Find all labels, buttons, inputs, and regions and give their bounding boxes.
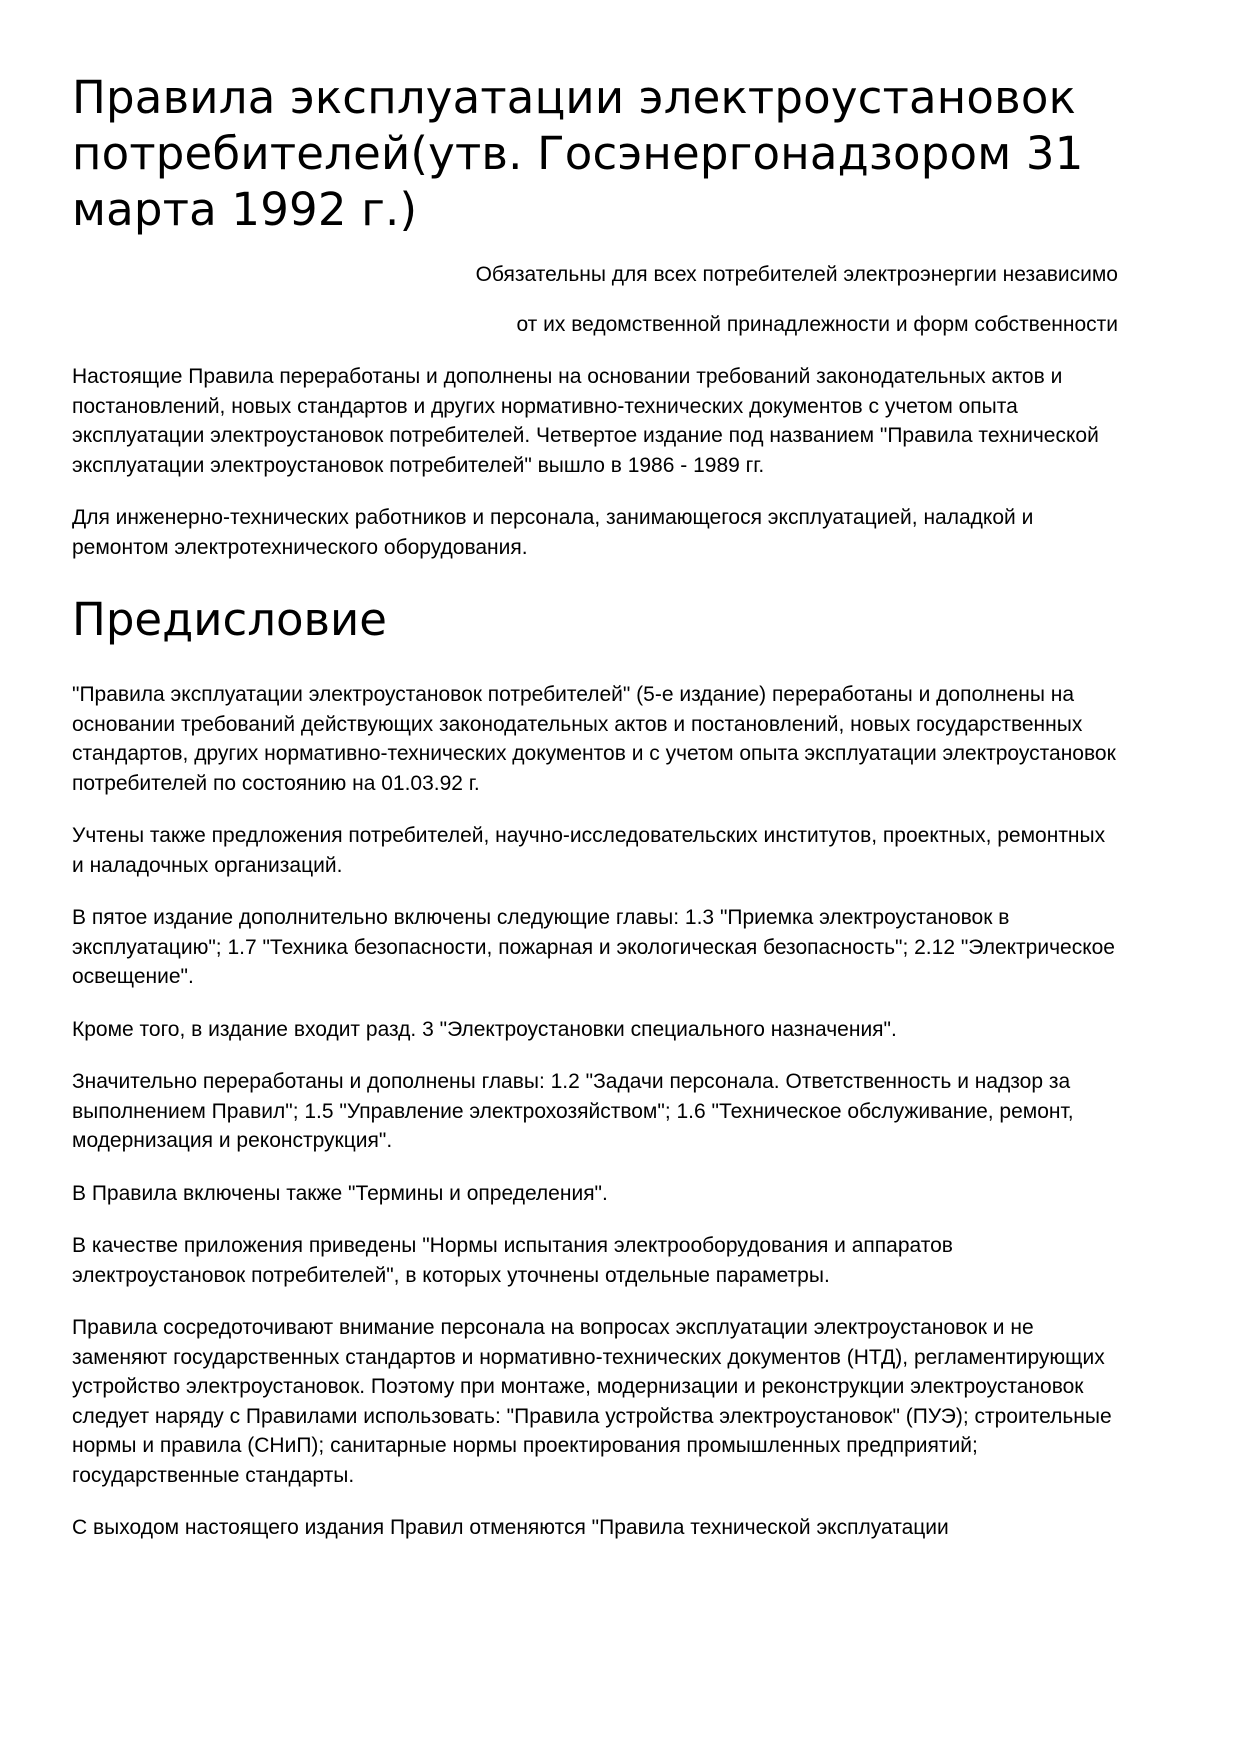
preface-paragraph: В пятое издание дополнительно включены следующие главы: 1.3 "Приемка электроустановок в эксплуатацию"; 1.7 "Техника безопасности, пожарная и экологическая безопасность"; 2.12 "Электрическое освещение". <box>72 906 1115 988</box>
preface-paragraph: Значительно переработаны и дополнены главы: 1.2 "Задачи персонала. Ответственность и надзор за выполнением Правил"; 1.5 "Управление электрохозяйством"; 1.6 "Техническое обслуживание, ремонт, модернизация и реконструкция". <box>72 1070 1074 1152</box>
section-heading-preface: Предисловие <box>72 593 387 646</box>
preface-paragraph: Кроме того, в издание входит разд. 3 "Электроустановки специального назначения". <box>72 1017 897 1041</box>
epigraph-line: от их ведомственной принадлежности и форм собственности <box>516 313 1118 336</box>
preface-paragraph: С выходом настоящего издания Правил отменяются "Правила технической эксплуатации <box>72 1516 949 1539</box>
epigraph-line: Обязательны для всех потребителей электроэнергии независимо <box>475 263 1118 286</box>
intro-paragraph: Для инженерно-технических работников и персонала, занимающегося эксплуатацией, наладкой и ремонтом электротехнического оборудования. <box>72 506 1034 559</box>
preface-paragraph: Правила сосредоточивают внимание персонала на вопросах эксплуатации электроустановок и не заменяют государственных стандартов и нормативно-технических документов (НТД), регламентирующих устройство электроустановок. Поэтому при монтаже, модернизации и реконструкции электроустановок следует наряду с Правилами использовать: "Правила устройства электроустановок" (ПУЭ); строительные нормы и правила (СНиП); санитарные нормы проектирования промышленных предприятий; государственные стандарты. <box>72 1316 1112 1487</box>
document-page <box>72 70 1122 1566</box>
preface-paragraph: В Правила включены также "Термины и определения". <box>72 1181 608 1205</box>
intro-paragraph: Настоящие Правила переработаны и дополнены на основании требований законодательных актов и постановлений, новых стандартов и других нормативно-технических документов с учетом опыта эксплуатации электроустановок потребителей. Четвертое издание под названием "Правила технической эксплуатации электроустановок потребителей" вышло в 1986 - 1989 гг. <box>72 365 1099 477</box>
preface-paragraph: "Правила эксплуатации электроустановок потребителей" (5-е издание) переработаны и дополнены на основании требований действующих законодательных актов и постановлений, новых государственных стандартов, других нормативно-технических документов и с учетом опыта эксплуатации электроустановок потребителей по состоянию на 01.03.92 г. <box>72 683 1116 795</box>
document-title: Правила эксплуатации электроустановок потребителей(утв. Госэнергонадзором 31 марта 1992 г.) <box>72 71 1084 236</box>
preface-paragraph: В качестве приложения приведены "Нормы испытания электрооборудования и аппаратов электроустановок потребителей", в которых уточнены отдельные параметры. <box>72 1234 953 1287</box>
preface-paragraph: Учтены также предложения потребителей, научно-исследовательских институтов, проектных, ремонтных и наладочных организаций. <box>72 824 1106 877</box>
